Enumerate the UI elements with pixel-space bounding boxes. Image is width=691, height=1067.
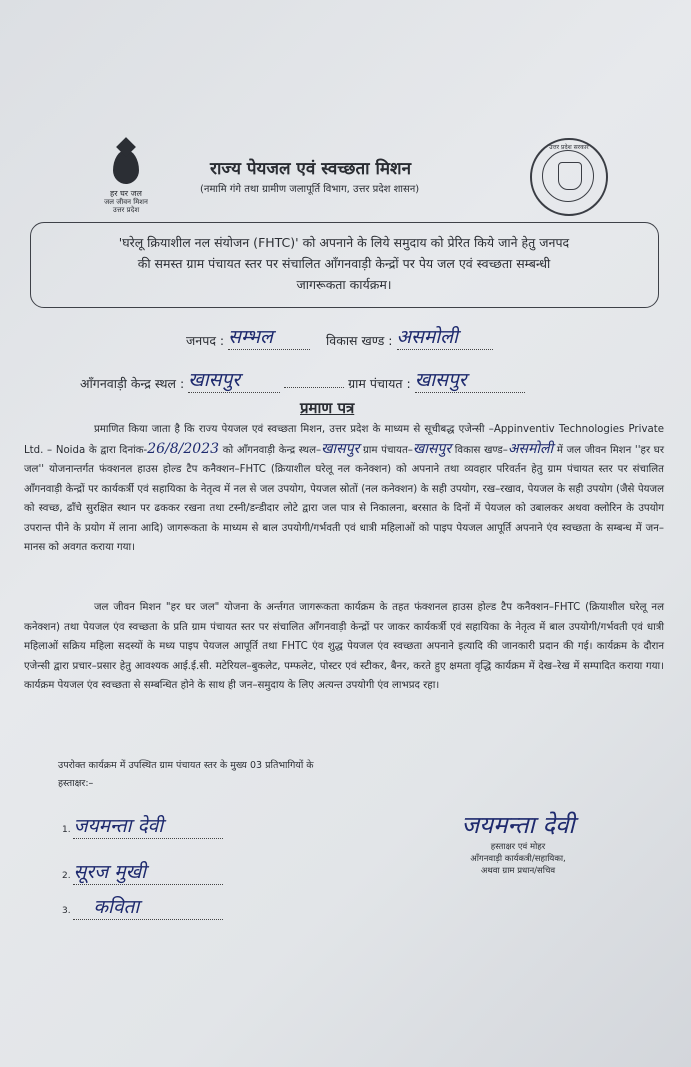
emblem-icon [558,162,582,190]
event-gram: खासपुर [412,440,452,457]
participant-2-signature: सूरज मुखी [73,861,147,883]
event-block: असमोली [507,440,554,457]
vikas-value: असमोली [396,326,458,348]
event-place: खासपुर [321,440,360,457]
event-date: 26/8/2023 [147,440,220,457]
page-title: राज्य पेयजल एवं स्वच्छता मिशन [210,159,412,179]
page-subtitle: (नमामि गंगे तथा ग्रामीण जलापूर्ति विभाग, उत्तर प्रदेश शासन) [200,184,420,195]
water-drop-icon [113,150,139,184]
participant-3: 3. कविता [62,893,223,920]
program-text [44,232,644,295]
har-ghar-jal-logo [96,150,156,214]
logo-line2: जल जीवन मिशन [104,198,148,206]
gram-value: खासपुर [414,369,467,391]
signatory-line2: आँगनवाड़ी कार्यकत्री/सहायिका, [470,854,566,864]
participant-2: 2. सूरज मुखी [62,858,223,885]
signatory-line3: अथवा ग्राम प्रधान/सचिव [480,866,556,876]
anganwadi-row [80,368,525,395]
participants-sign-label: हस्ताक्षर:– [58,778,94,789]
logo-line1: हर घर जल [110,189,142,198]
signatory-line1: हस्ताक्षर एवं मोहर [490,842,546,852]
program-line2: की समस्त ग्राम पंचायत स्तर पर संचालित आँगनवाड़ी केन्द्रों पर पेय जल एवं स्वच्छता सम्बन्धी [137,256,551,271]
program-line1: 'घरेलू क्रियाशील नल संयोजन (FHTC)' को अपनाने के लिये समुदाय को प्रेरित किये जाने हेतु जनपद [118,235,570,250]
certificate-paragraph-1: प्रमाणित किया जाता है कि राज्य पेयजल एवं स्वच्छता मिशन, उत्तर प्रदेश के माध्यम से सूचीबद्ध एजेन्सी –Appinventiv Technologies Private Ltd. – Noida के द्वारा दिनांक-26/8/2023 को आँगनवाड़ी केन्द्र स्थल–खासपुर ग्राम पंचायत–खासपुर विकास खण्ड–असमोली में जल जीवन मिशन ''हर घर जल'' योजनान्तर्गत फंक्शनल हाउस होल्ड टैप कनैक्शन–FHTC (क्रियाशील घरेलू नल कनेक्शन) को अपनाने तथा व्यवहार परिवर्तन हेतु ग्राम पंचायत स्तर पर संचालित आँगनवाड़ी केन्द्रों पर कार्यकर्त्री एवं सहायिका के नेतृत्व में नल से जल उपयोग, पेयजल स्रोतों (नल कनेक्शन) के सही उपयोग, रख–रखाव, पेयजल के सही उपयोग (जैसे पेयजल को स्वच्छ, ढाँचे सुरक्षित स्थान पर ढककर रखना तथा टस्नी/डन्डीदार लोटे द्वारा जल पात्र से निकालना, बरसात के दिनों में पेयजल को उबालकर अथवा क्लोरिन के उपयोग उपरान्त पीने के प्रयोग में लाना आदि) जागरूकता के माध्यम से बाल उपयोगी/गर्भवती एवं धात्री महिलाओं को पाइप पेयजल आपूर्ति अपनाने एंव स्वच्छता के सम्बन्ध में जन–मानस को अवगत कराया गया। [24,424,664,553]
certificate-paragraph-2: जल जीवन मिशन "हर घर जल" योजना के अर्न्तगत जागरूकता कार्यक्रम के तहत फंक्शनल हाउस होल्ड टैप कनैक्शन–FHTC (क्रियाशील घरेलू नल कनेक्शन) तथा पेयजल एंव स्वच्छता के प्रति ग्राम पंचायत स्तर पर संचालित आँगनवाड़ी केन्द्रों पर जाकर कार्यकर्त्री एवं सहायिका के नेतृत्व में बाल उपयोगी/गर्भवती एवं धात्री महिलाओं सक्रिय महिला सदस्यों के मध्य पाइप पेयजल आपूर्ति तथा FHTC एंव शुद्ध पेयजल एंव स्वच्छता अपनाने इत्यादि की जानकारी प्रदान की गई। कार्यक्रम के दौरान एजेन्सी द्वारा प्रचार–प्रसार हेतु आवश्यक आई.ई.सी. मटेरियल–बुकलेट, पम्फलेट, पोस्टर एवं स्टीकर, बैनर, करते हुए क्षमता वृद्धि कार्यक्रम में देख–रेख में सम्पादित कराया गया। कार्यक्रम पेयजल एंव स्वच्छता से सम्बन्धित होने के साथ ही जन–समुदाय के लिए अत्यन्त उपयोगी एंव लाभप्रद रहा। [24,602,664,691]
participant-1-signature: जयमन्ता देवी [73,815,164,837]
participants-intro: उपरोक्त कार्यक्रम में उपस्थित ग्राम पंचायत स्तर के मुख्य 03 प्रतिभागियों के [58,760,314,771]
participant-1: 1. जयमन्ता देवी [62,812,223,839]
vikas-label: विकास खण्ड : [326,333,393,348]
emblem-text: उत्तर प्रदेश सरकार [549,144,589,151]
logo-line3: उत्तर प्रदेश [112,206,140,214]
janpad-value: सम्भल [228,326,273,348]
certificate-heading: प्रमाण पत्र [300,399,355,417]
anganwadi-value: खासपुर [188,369,241,391]
janpad-row [186,325,493,352]
signatory-block [438,808,598,877]
anganwadi-label: आँगनवाड़ी केन्द्र स्थल : [80,376,185,391]
signatory-signature: जयमन्ता देवी [461,811,575,839]
program-line3: जागरूकता कार्यक्रम। [296,277,392,292]
participant-3-signature: कविता [93,896,140,918]
gram-label: ग्राम पंचायत : [348,376,411,391]
janpad-label: जनपद : [186,333,225,348]
up-government-emblem [530,138,608,216]
